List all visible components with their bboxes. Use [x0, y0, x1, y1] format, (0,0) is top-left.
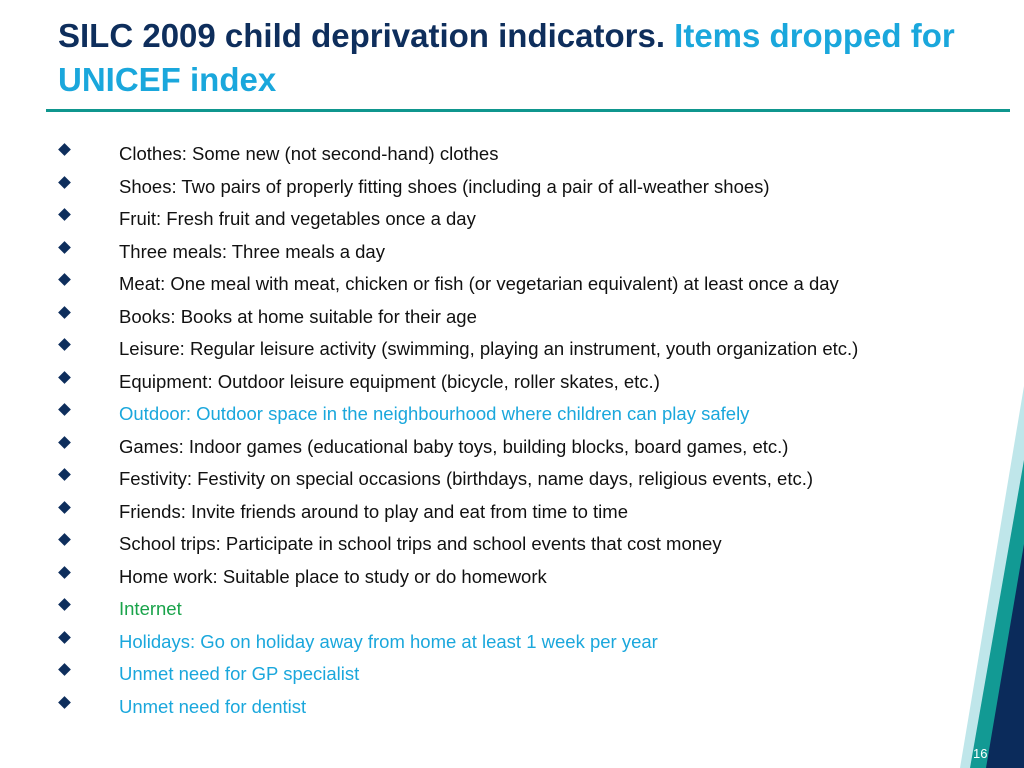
list-item [58, 271, 958, 304]
diamond-bullet-icon [58, 338, 71, 351]
diamond-bullet-icon [58, 566, 71, 579]
diamond-bullet-icon [58, 176, 71, 189]
list-item [58, 564, 958, 597]
list-item-text: Fruit: Fresh fruit and vegetables once a day [119, 208, 476, 229]
list-item [58, 336, 958, 369]
diamond-bullet-icon [58, 533, 71, 546]
list-item [58, 141, 958, 174]
diamond-bullet-icon [58, 241, 71, 254]
list-item-text: School trips: Participate in school trips and school events that cost money [119, 533, 722, 554]
list-item [58, 434, 958, 467]
diamond-bullet-icon [58, 371, 71, 384]
list-item-text: Friends: Invite friends around to play and eat from time to time [119, 500, 628, 522]
list-item [58, 629, 958, 662]
list-item-text: Internet [119, 598, 182, 619]
list-item-text: Unmet need for GP specialist [119, 663, 360, 684]
list-item [58, 499, 958, 532]
list-item-text: Books: Books at home suitable for their age [119, 305, 477, 327]
title-accent: Items dropped for UNICEF index [58, 17, 955, 98]
diamond-bullet-icon [58, 501, 71, 514]
page-number: 16 [973, 746, 988, 761]
list-item [58, 596, 958, 629]
list-item [58, 661, 958, 694]
list-item-text: Meat: One meal with meat, chicken or fish (or vegetarian equivalent) at least once a day [119, 273, 839, 294]
title-main: SILC 2009 child deprivation indicators. [58, 17, 665, 54]
slide-title [58, 14, 1008, 102]
list-item [58, 174, 958, 207]
title-divider [46, 109, 1010, 112]
diamond-bullet-icon [58, 598, 71, 611]
list-item-text: Leisure: Regular leisure activity (swimming, playing an instrument, youth organization etc.) [119, 338, 859, 359]
list-item-text: Clothes: Some new (not second-hand) clothes [119, 143, 499, 164]
list-item-text: Shoes: Two pairs of properly fitting shoes (including a pair of all-weather shoes) [119, 175, 770, 197]
list-item [58, 694, 958, 727]
list-item-text: Games: Indoor games (educational baby toys, building blocks, board games, etc.) [119, 435, 789, 457]
diamond-bullet-icon [58, 208, 71, 221]
corner-decoration [944, 368, 1024, 768]
list-item [58, 466, 958, 499]
list-item-text: Outdoor: Outdoor space in the neighbourhood where children can play safely [119, 403, 750, 424]
list-item-text: Equipment: Outdoor leisure equipment (bicycle, roller skates, etc.) [119, 370, 660, 392]
list-item-text: Unmet need for dentist [119, 695, 307, 717]
diamond-bullet-icon [58, 696, 71, 709]
diamond-bullet-icon [58, 631, 71, 644]
diamond-bullet-icon [58, 306, 71, 319]
diamond-bullet-icon [58, 143, 71, 156]
diamond-bullet-icon [58, 403, 71, 416]
list-item [58, 206, 958, 239]
indicator-list [58, 141, 958, 726]
list-item [58, 304, 958, 337]
diamond-bullet-icon [58, 468, 71, 481]
list-item [58, 239, 958, 272]
diamond-bullet-icon [58, 273, 71, 286]
diamond-bullet-icon [58, 436, 71, 449]
list-item-text: Holidays: Go on holiday away from home at least 1 week per year [119, 630, 658, 652]
list-item [58, 401, 958, 434]
list-item [58, 369, 958, 402]
list-item-text: Festivity: Festivity on special occasions (birthdays, name days, religious events, etc.) [119, 468, 814, 489]
diamond-bullet-icon [58, 663, 71, 676]
list-item-text: Three meals: Three meals a day [119, 240, 385, 262]
list-item [58, 531, 958, 564]
list-item-text: Home work: Suitable place to study or do homework [119, 565, 547, 587]
